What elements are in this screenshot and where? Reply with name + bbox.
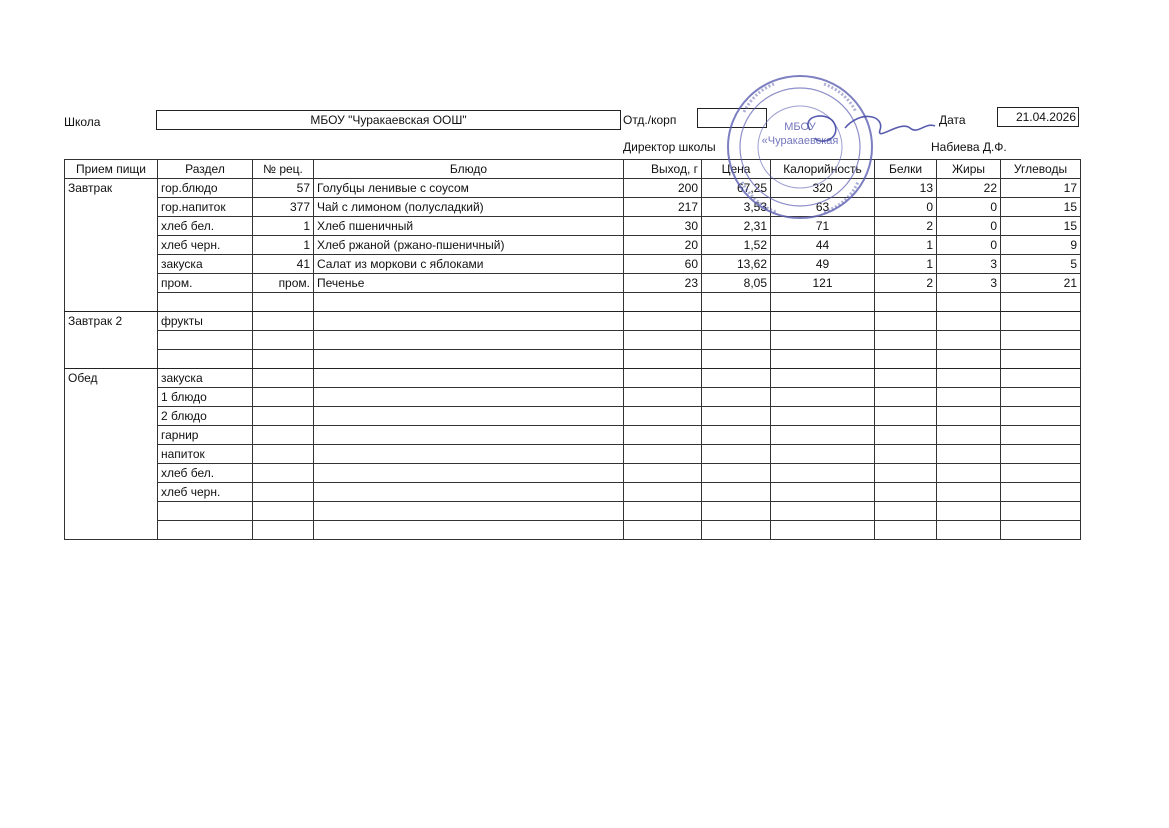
dish-cell: Голубцы ленивые с соусом [314, 179, 624, 198]
yield-cell: 217 [624, 198, 702, 217]
section-cell: закуска [158, 255, 253, 274]
section-cell: хлеб бел. [158, 217, 253, 236]
stamp-line1: МБОУ [784, 121, 816, 133]
meal-lunch: Обед [65, 369, 158, 540]
price-cell: 8,05 [702, 274, 771, 293]
kcal-cell: 49 [771, 255, 875, 274]
meal-breakfast: Завтрак [65, 179, 158, 312]
price-cell: 1,52 [702, 236, 771, 255]
carbs-cell: 5 [1001, 255, 1081, 274]
section-cell: 1 блюдо [158, 388, 253, 407]
fat-cell: 0 [937, 217, 1001, 236]
school-name-field[interactable]: МБОУ "Чуракаевская ООШ" [156, 110, 621, 130]
table-row [65, 293, 1081, 312]
section-cell: хлеб черн. [158, 483, 253, 502]
price-cell: 2,31 [702, 217, 771, 236]
section-cell: гарнир [158, 426, 253, 445]
school-label: Школа [64, 115, 101, 129]
protein-cell: 2 [875, 274, 937, 293]
dish-cell: Чай с лимоном (полусладкий) [314, 198, 624, 217]
col-header-kcal: Калорийность [771, 160, 875, 179]
dish-cell: Хлеб пшеничный [314, 217, 624, 236]
yield-cell: 60 [624, 255, 702, 274]
fat-cell: 3 [937, 255, 1001, 274]
section-cell: гор.блюдо [158, 179, 253, 198]
table-row [65, 217, 1081, 236]
protein-cell: 2 [875, 217, 937, 236]
table-row [65, 426, 1081, 445]
table-row [65, 312, 1081, 331]
recipe-cell: 1 [253, 217, 314, 236]
table-row [65, 502, 1081, 521]
table-row [65, 445, 1081, 464]
table-row [65, 179, 1081, 198]
yield-cell: 200 [624, 179, 702, 198]
table-row [65, 464, 1081, 483]
price-cell: 3,53 [702, 198, 771, 217]
fat-cell: 0 [937, 236, 1001, 255]
protein-cell: 13 [875, 179, 937, 198]
section-cell: фрукты [158, 312, 253, 331]
director-name: Набиева Д.Ф. [931, 140, 1007, 154]
price-cell: 67,25 [702, 179, 771, 198]
table-row [65, 236, 1081, 255]
fat-cell: 22 [937, 179, 1001, 198]
price-cell: 13,62 [702, 255, 771, 274]
kcal-cell: 63 [771, 198, 875, 217]
section-cell: хлеб черн. [158, 236, 253, 255]
date-field[interactable]: 21.04.2026 [997, 107, 1079, 127]
carbs-cell: 9 [1001, 236, 1081, 255]
carbs-cell: 17 [1001, 179, 1081, 198]
section-cell: закуска [158, 369, 253, 388]
table-row [65, 350, 1081, 369]
table-row [65, 521, 1081, 540]
table-row [65, 255, 1081, 274]
table-row [65, 198, 1081, 217]
col-header-recipe: № рец. [253, 160, 314, 179]
stamp-line2: «Чуракаевская [761, 135, 839, 147]
yield-cell: 23 [624, 274, 702, 293]
protein-cell: 1 [875, 236, 937, 255]
section-cell: пром. [158, 274, 253, 293]
col-header-carbs: Углеводы [1001, 160, 1081, 179]
dept-label: Отд./корп [623, 113, 677, 127]
meal-breakfast2: Завтрак 2 [65, 312, 158, 369]
kcal-cell: 44 [771, 236, 875, 255]
table-row [65, 388, 1081, 407]
menu-table [64, 159, 1081, 540]
section-cell: напиток [158, 445, 253, 464]
dish-cell: Салат из моркови с яблоками [314, 255, 624, 274]
date-label: Дата [939, 113, 966, 127]
section-cell: гор.напиток [158, 198, 253, 217]
table-row [65, 483, 1081, 502]
yield-cell: 20 [624, 236, 702, 255]
carbs-cell: 21 [1001, 274, 1081, 293]
recipe-cell: 377 [253, 198, 314, 217]
col-header-protein: Белки [875, 160, 937, 179]
fat-cell: 3 [937, 274, 1001, 293]
yield-cell: 30 [624, 217, 702, 236]
kcal-cell: 320 [771, 179, 875, 198]
col-header-fat: Жиры [937, 160, 1001, 179]
fat-cell: 0 [937, 198, 1001, 217]
table-row [65, 407, 1081, 426]
col-header-price: Цена [702, 160, 771, 179]
recipe-cell: пром. [253, 274, 314, 293]
dish-cell: Хлеб ржаной (ржано-пшеничный) [314, 236, 624, 255]
col-header-yield: Выход, г [624, 160, 702, 179]
carbs-cell: 15 [1001, 217, 1081, 236]
section-cell: 2 блюдо [158, 407, 253, 426]
director-signature-icon [790, 100, 940, 160]
protein-cell: 0 [875, 198, 937, 217]
kcal-cell: 121 [771, 274, 875, 293]
section-cell: хлеб бел. [158, 464, 253, 483]
dish-cell: Печенье [314, 274, 624, 293]
recipe-cell: 41 [253, 255, 314, 274]
table-row [65, 274, 1081, 293]
col-header-section: Раздел [158, 160, 253, 179]
kcal-cell: 71 [771, 217, 875, 236]
protein-cell: 1 [875, 255, 937, 274]
recipe-cell: 57 [253, 179, 314, 198]
col-header-meal: Прием пищи [65, 160, 158, 179]
carbs-cell: 15 [1001, 198, 1081, 217]
table-row [65, 369, 1081, 388]
director-label: Директор школы [623, 140, 716, 154]
recipe-cell: 1 [253, 236, 314, 255]
header-row [65, 160, 1081, 179]
dept-field[interactable] [697, 108, 767, 128]
table-row [65, 331, 1081, 350]
col-header-dish: Блюдо [314, 160, 624, 179]
